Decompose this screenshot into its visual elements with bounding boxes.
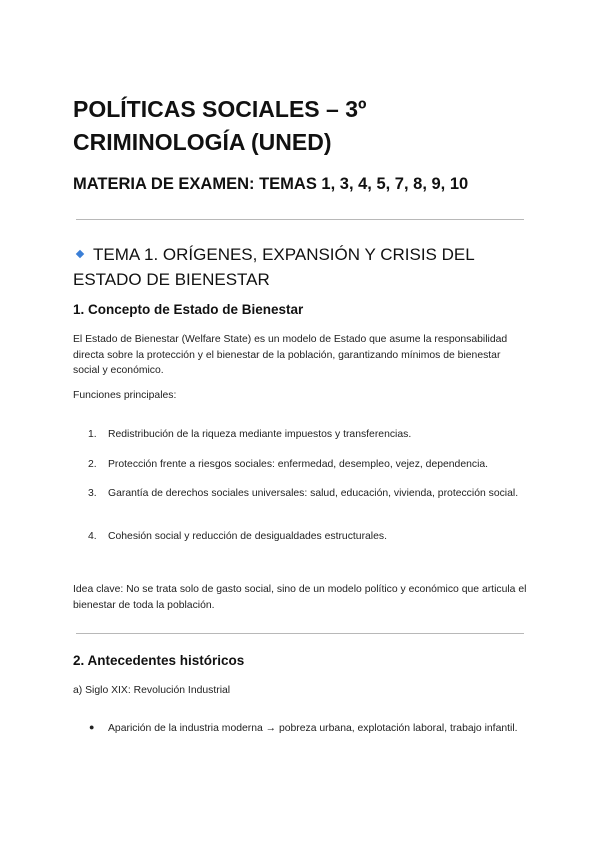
section2-subheading: a) Siglo XIX: Revolución Industrial bbox=[73, 685, 231, 696]
diamond-bullet-icon bbox=[76, 250, 84, 258]
list-item-text: Aparición de la industria moderna → pobreza urbana, explotación laboral, trabajo infantil. bbox=[108, 723, 518, 734]
key-idea-paragraph: Idea clave: No se trata solo de gasto social, sino de un modelo político y económico que articula el bienestar de toda la población. bbox=[73, 584, 527, 611]
list-item-number: 1. bbox=[88, 429, 97, 440]
list-item-number: 3. bbox=[88, 488, 97, 499]
tema1-heading bbox=[73, 242, 533, 292]
functions-label: Funciones principales: bbox=[73, 390, 177, 401]
list-item-text: Garantía de derechos sociales universales: salud, educación, vivienda, protección social. bbox=[108, 488, 519, 499]
document-title: POLÍTICAS SOCIALES – 3º CRIMINOLOGÍA (UNED) bbox=[73, 96, 367, 155]
tema1-heading-text: TEMA 1. ORÍGENES, EXPANSIÓN Y CRISIS DEL ESTADO DE BIENESTAR bbox=[73, 245, 475, 289]
list-item-number: 2. bbox=[88, 459, 97, 470]
list-item-text: Protección frente a riesgos sociales: enfermedad, desempleo, vejez, dependencia. bbox=[108, 459, 489, 470]
list-item-text: Redistribución de la riqueza mediante impuestos y transferencias. bbox=[108, 429, 412, 440]
section2-heading: 2. Antecedentes históricos bbox=[73, 653, 245, 668]
divider bbox=[76, 219, 524, 220]
section1-heading: 1. Concepto de Estado de Bienestar bbox=[73, 302, 304, 317]
list-item-text: Cohesión social y reducción de desigualdades estructurales. bbox=[108, 531, 387, 542]
section1-paragraph: El Estado de Bienestar (Welfare State) es un modelo de Estado que asume la responsabilidad directa sobre la protección y el bienestar de la población, garantizando mínimos de bienestar social y económico. bbox=[73, 334, 508, 376]
document-subtitle: MATERIA DE EXAMEN: TEMAS 1, 3, 4, 5, 7, 8, 9, 10 bbox=[73, 175, 469, 193]
bullet-dot-icon: ● bbox=[89, 722, 95, 732]
divider bbox=[76, 633, 524, 634]
list-item-number: 4. bbox=[88, 531, 97, 542]
